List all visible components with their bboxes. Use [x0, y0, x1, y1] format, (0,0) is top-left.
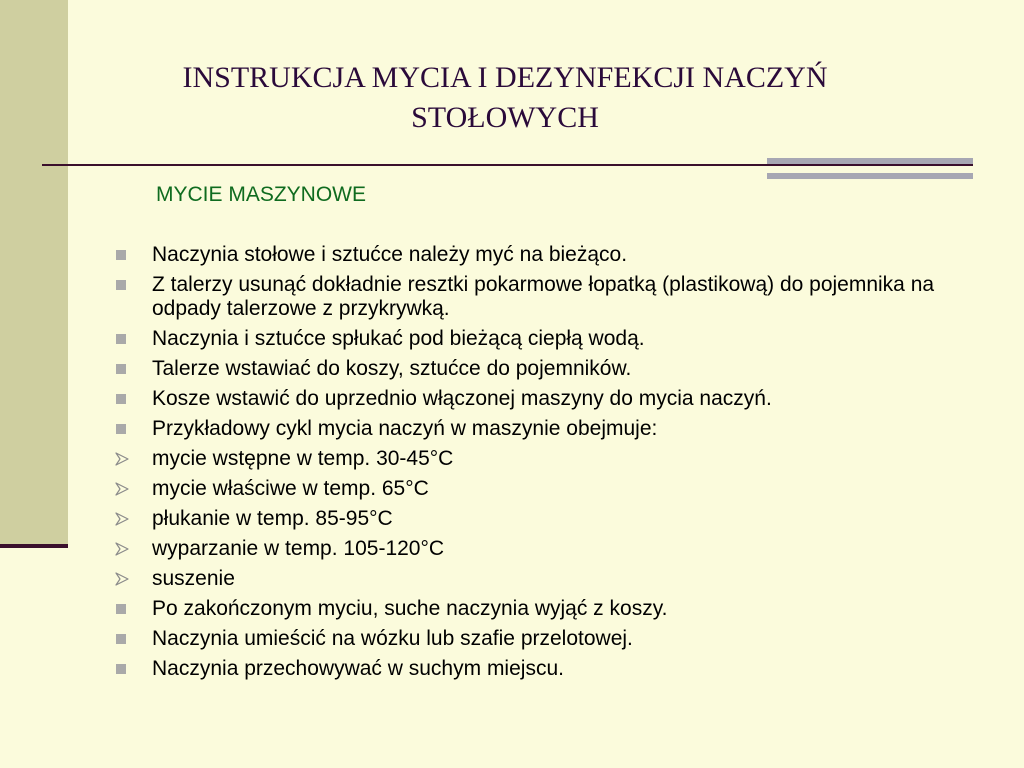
sub-list-item	[110, 477, 990, 501]
list-item	[110, 417, 990, 441]
arrow-bullet-icon	[114, 482, 130, 496]
square-bullet-icon	[116, 604, 126, 614]
list-item-text: wyparzanie w temp. 105-120°C	[152, 537, 445, 560]
list-item	[110, 273, 990, 321]
list-item	[110, 387, 990, 411]
list-item-text: Naczynia przechowywać w suchym miejscu.	[152, 657, 564, 680]
list-item-text: Naczynia umieścić na wózku lub szafie przelotowej.	[152, 627, 633, 650]
list-item	[110, 657, 990, 681]
sub-list-item	[110, 567, 990, 591]
square-bullet-icon	[116, 250, 126, 260]
square-bullet-icon	[116, 394, 126, 404]
arrow-bullet-icon	[114, 542, 130, 556]
list-item-text: mycie właściwe w temp. 65°C	[152, 477, 429, 500]
sub-list-item	[110, 447, 990, 471]
square-bullet-icon	[116, 664, 126, 674]
left-decorative-bar	[0, 0, 68, 546]
square-bullet-icon	[116, 364, 126, 374]
list-item-text: Przykładowy cykl mycia naczyń w maszynie obejmuje:	[152, 417, 658, 440]
list-item	[110, 243, 990, 267]
list-item	[110, 597, 990, 621]
square-bullet-icon	[116, 334, 126, 344]
sub-list-item	[110, 507, 990, 531]
list-item-text: Kosze wstawić do uprzednio włączonej maszyny do mycia naczyń.	[152, 387, 772, 410]
instruction-list	[110, 243, 990, 687]
list-item-text: Z talerzy usunąć dokładnie resztki pokarmowe łopatką (plastikową) do pojemnika na odpady talerzowe z przykrywką.	[152, 273, 935, 320]
divider-accent-middle	[767, 164, 973, 166]
sub-list-item	[110, 537, 990, 561]
list-item-text: suszenie	[152, 567, 235, 590]
list-item-text: mycie wstępne w temp. 30-45°C	[152, 447, 454, 470]
square-bullet-icon	[116, 634, 126, 644]
arrow-bullet-icon	[114, 572, 130, 586]
list-item	[110, 357, 990, 381]
arrow-bullet-icon	[114, 512, 130, 526]
list-item	[110, 627, 990, 651]
left-bar-underline	[0, 544, 68, 548]
list-item-text: Talerze wstawiać do koszy, sztućce do pojemników.	[152, 357, 632, 380]
list-item-text: Po zakończonym myciu, suche naczynia wyjąć z koszy.	[152, 597, 668, 620]
list-item	[110, 327, 990, 351]
list-item-text: płukanie w temp. 85-95°C	[152, 507, 393, 530]
divider-accent-bottom	[767, 173, 973, 179]
square-bullet-icon	[116, 424, 126, 434]
slide-title: INSTRUKCJA MYCIA I DEZYNFEKCJI NACZYŃ STOŁOWYCH	[182, 61, 828, 134]
square-bullet-icon	[116, 280, 126, 290]
title-divider	[42, 164, 767, 166]
list-item-text: Naczynia i sztućce spłukać pod bieżącą ciepłą wodą.	[152, 327, 645, 350]
arrow-bullet-icon	[114, 452, 130, 466]
list-item-text: Naczynia stołowe i sztućce należy myć na bieżąco.	[152, 243, 628, 266]
section-subtitle: MYCIE MASZYNOWE	[156, 183, 367, 206]
